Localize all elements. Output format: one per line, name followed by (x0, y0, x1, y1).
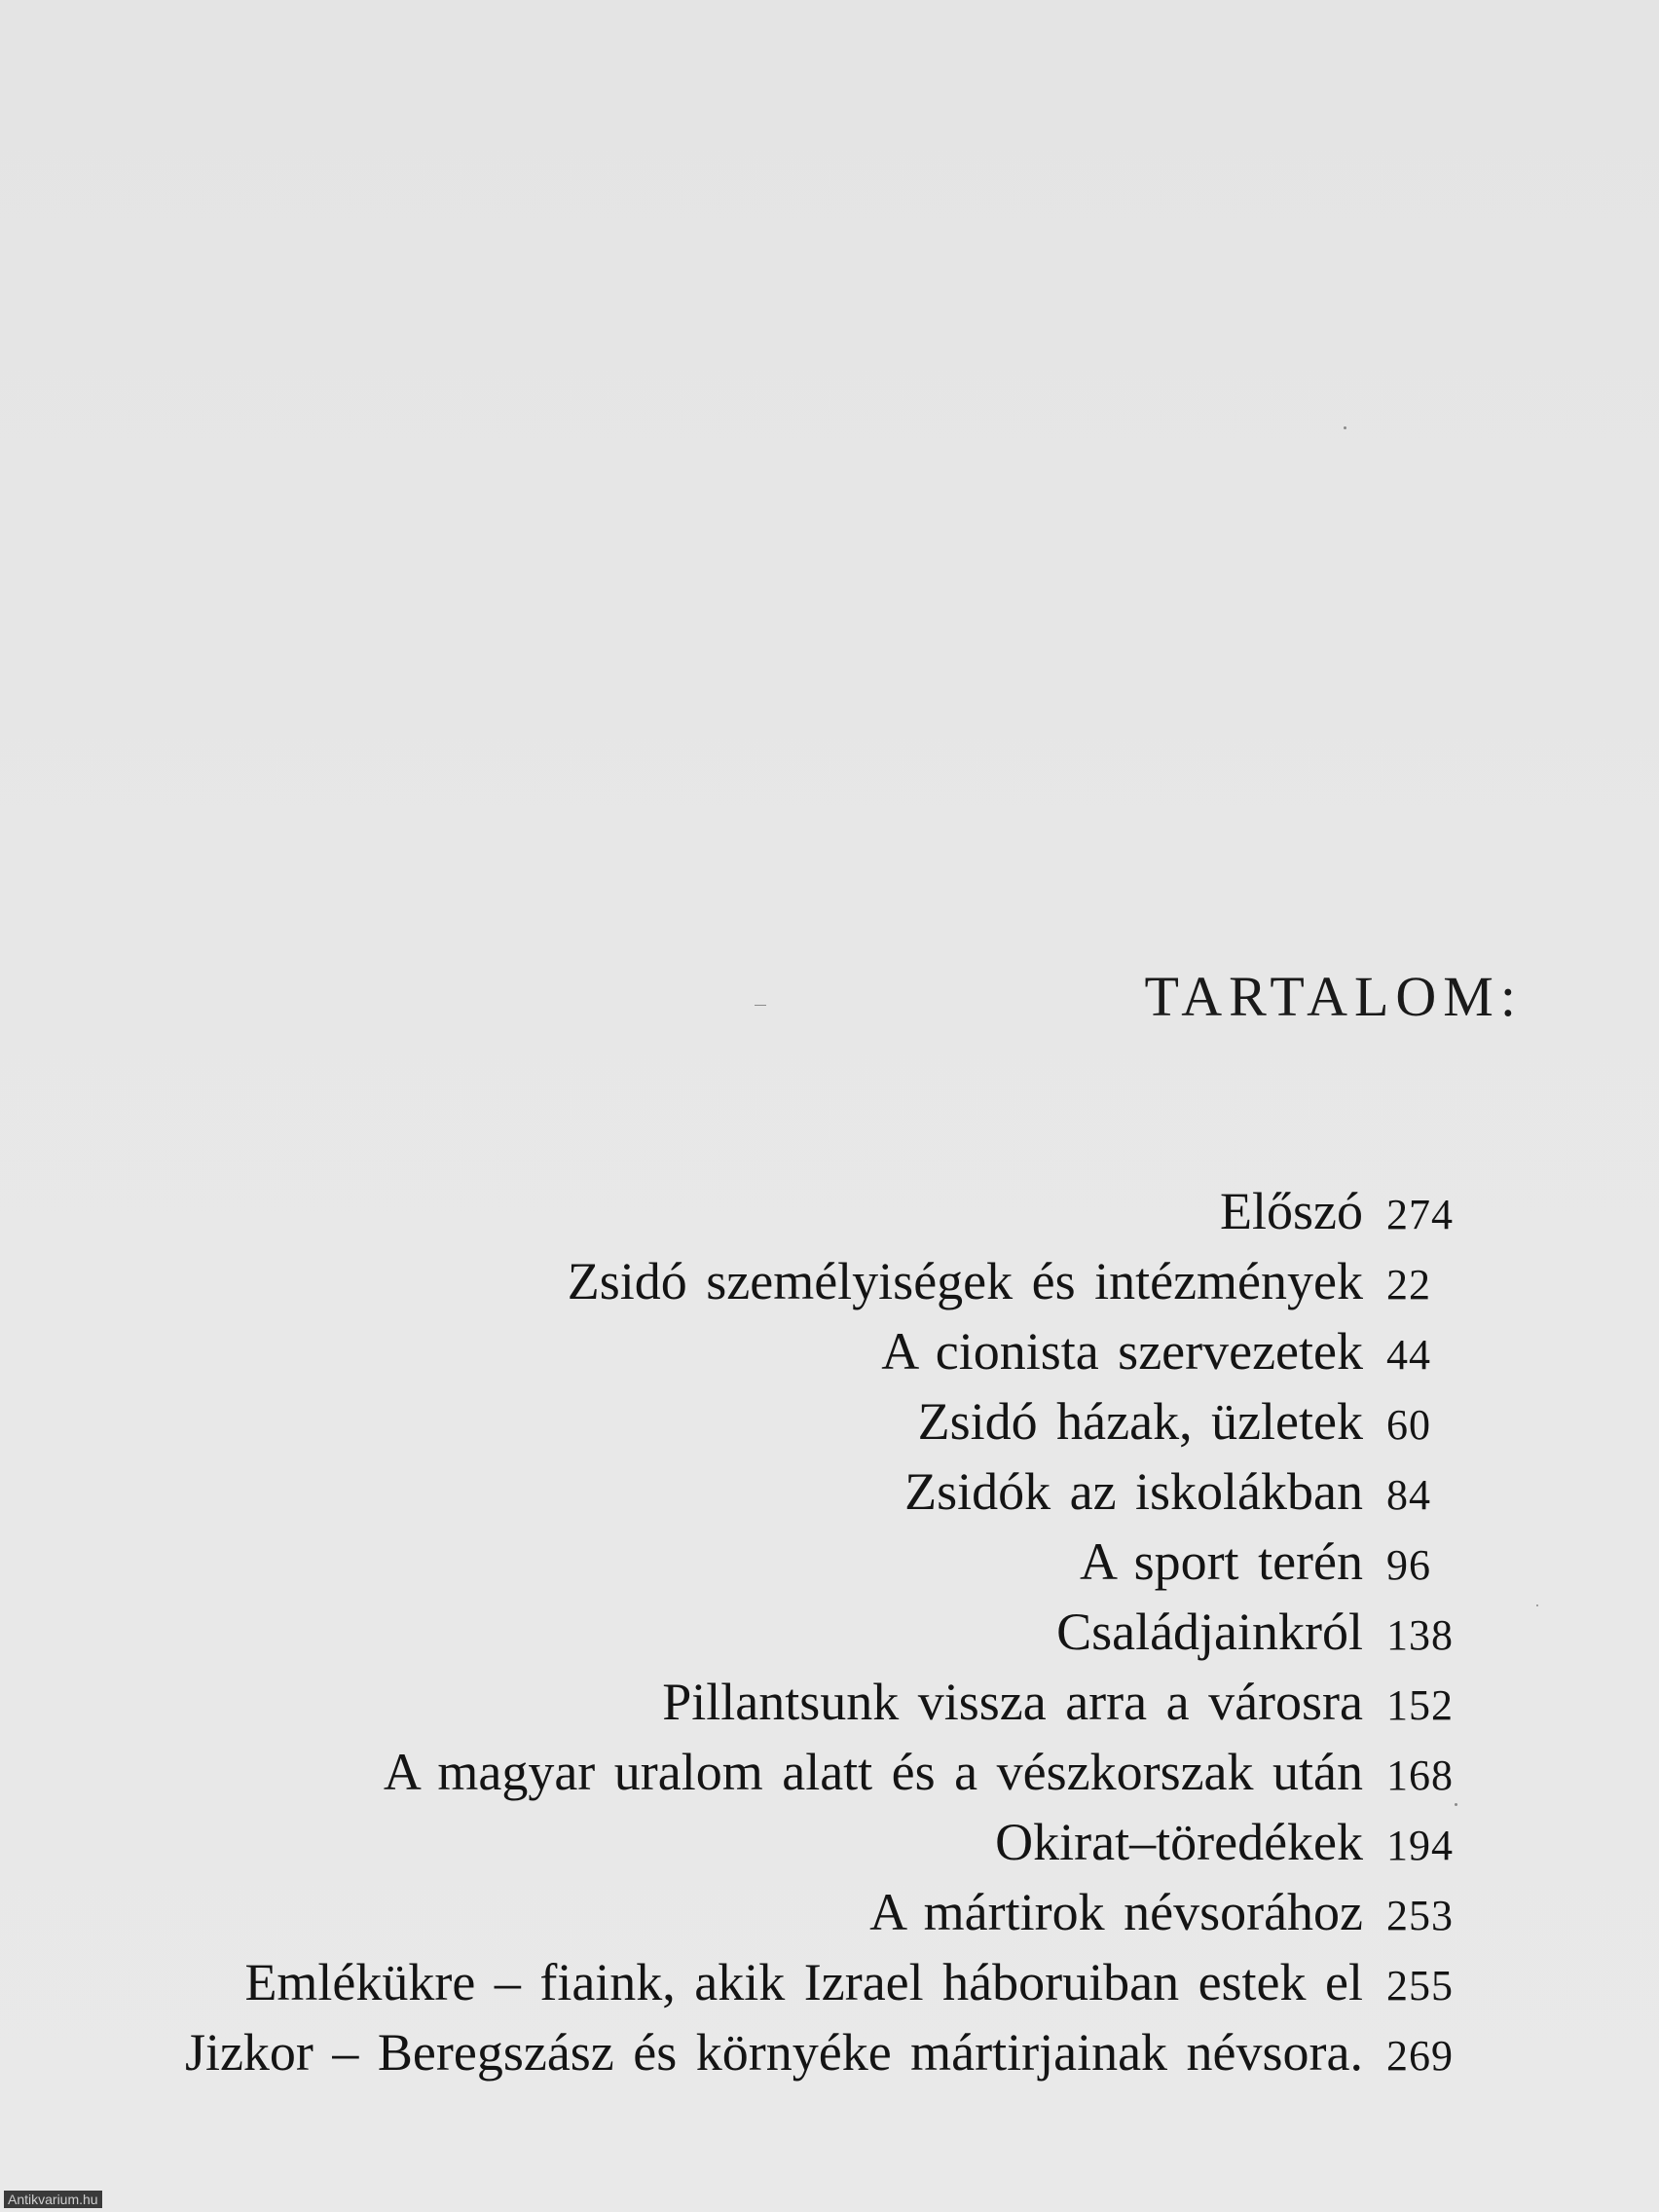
toc-entry (0, 1181, 1493, 1251)
toc-entry (0, 1602, 1493, 1672)
toc-entry-title: Zsidó házak, üzletek (917, 1392, 1363, 1451)
toc-entry-page: 84 (1386, 1471, 1431, 1519)
toc-entry-title: Zsidó személyiségek és intézmények (567, 1252, 1363, 1310)
toc-entry (0, 1531, 1493, 1602)
paper-speck (1344, 426, 1346, 429)
toc-entry-page: 96 (1386, 1541, 1431, 1589)
toc-entry-page: 194 (1386, 1822, 1454, 1869)
paper-speck (1536, 1604, 1538, 1606)
toc-entry (0, 1391, 1493, 1461)
toc-entry-page: 44 (1386, 1331, 1431, 1379)
toc-entry-page: 60 (1386, 1401, 1431, 1449)
contents-heading: TARTALOM: (1144, 965, 1523, 1028)
toc-entry-page: 152 (1386, 1681, 1454, 1729)
toc-entry (0, 1321, 1493, 1391)
watermark: Antikvarium.hu (4, 2191, 102, 2208)
toc-entry (0, 2022, 1493, 2092)
toc-entry-title: Zsidók az iskolákban (904, 1462, 1363, 1521)
table-of-contents (0, 1181, 1493, 2092)
toc-entry-title: A mártirok névsorához (869, 1883, 1363, 1941)
toc-entry-page: 253 (1386, 1892, 1454, 1939)
toc-entry-title: Okirat–töredékek (995, 1813, 1363, 1871)
toc-entry-page: 138 (1386, 1611, 1454, 1659)
toc-entry-page: 168 (1386, 1751, 1454, 1799)
toc-entry-page: 255 (1386, 1962, 1454, 2009)
toc-entry-title: Jizkor – Beregszász és környéke mártirjainak névsora. (184, 2023, 1363, 2082)
toc-entry-title: Pillantsunk vissza arra a városra (662, 1673, 1363, 1731)
toc-entry-page: 274 (1386, 1191, 1454, 1238)
toc-entry-page: 22 (1386, 1261, 1431, 1309)
toc-entry-title: Emlékükre – fiaink, akik Izrael háboruiban estek el (244, 1953, 1363, 2011)
paper-speck (755, 1005, 766, 1006)
toc-entry (0, 1812, 1493, 1882)
toc-entry (0, 1672, 1493, 1742)
toc-entry (0, 1882, 1493, 1952)
toc-entry (0, 1461, 1493, 1531)
toc-entry-title: A magyar uralom alatt és a vészkorszak után (383, 1743, 1363, 1801)
toc-entry-title: A cionista szervezetek (881, 1322, 1363, 1381)
toc-entry (0, 1742, 1493, 1812)
toc-entry (0, 1952, 1493, 2022)
toc-entry-title: Előszó (1220, 1182, 1363, 1240)
toc-entry-page: 269 (1386, 2032, 1454, 2080)
toc-entry (0, 1251, 1493, 1321)
toc-entry-title: A sport terén (1080, 1532, 1363, 1591)
toc-entry-title: Családjainkról (1056, 1603, 1363, 1661)
